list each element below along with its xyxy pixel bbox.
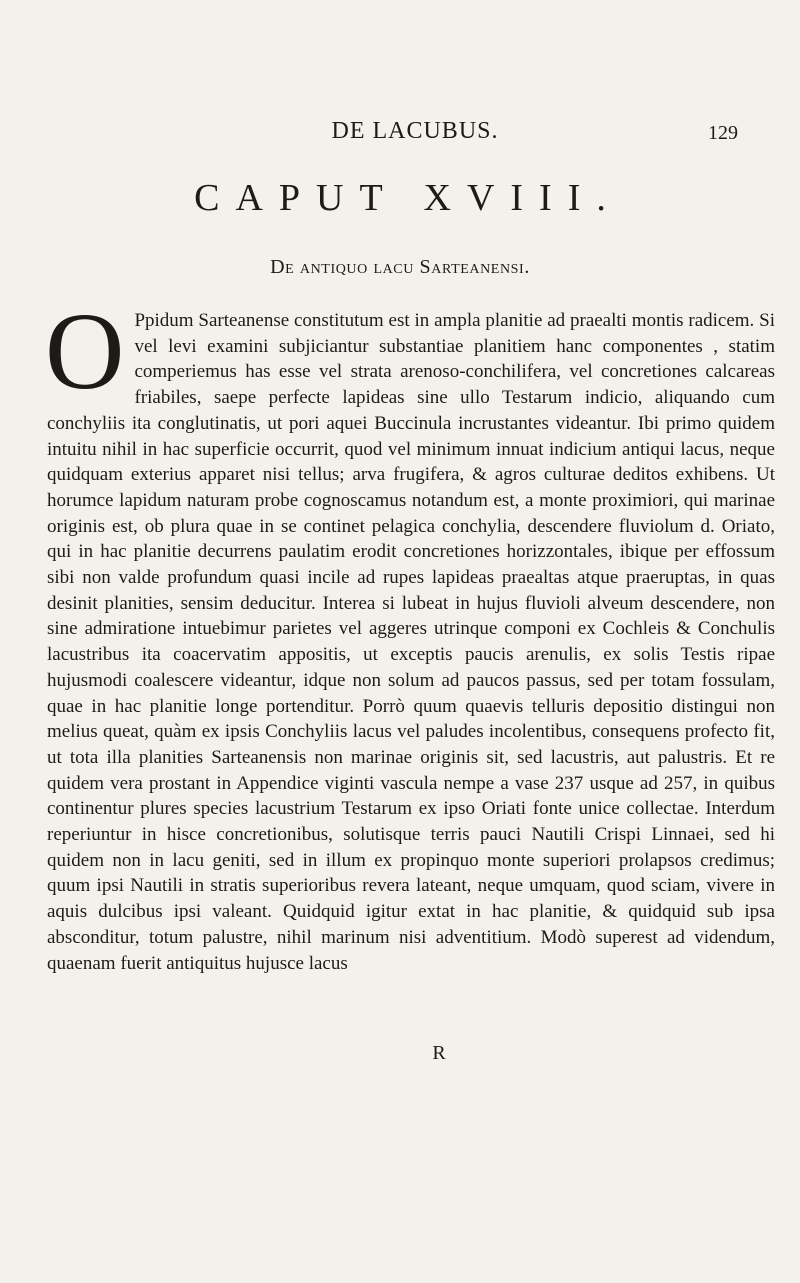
page-number: 129 xyxy=(708,122,738,144)
body-text xyxy=(45,290,775,976)
running-head xyxy=(0,118,800,148)
running-title: DE LACUBUS. xyxy=(331,118,499,144)
chapter-subtitle: De antiquo lacu Sarteanensi. xyxy=(270,256,530,278)
body-paragraph: Ppidum Sarteanense constitutum est in ampla planitie ad praealti montis radicem. Si vel levi examini subjiciantur substantiae planitiem hanc componentes , statim comperiemus has esse vel strata arenoso-conchilifera, vel concretiones calcareas friabiles, saepe perfecte lapideas sine ullo Testarum indicio, aliquando cum conchyliis ita conglutinatis, ut pori aquei Buccinula incrustantes videantur. Ibi primo quidem intuitu nihil in hac superficie occurrit, quod vel minimum innuat indicium antiqui lacus, neque quidquam exterius apparet nisi tellus; arva frugifera, & agros culturae deditos exhibens. Ut horumce lapidum naturam probe cognoscamus notandum est, a monte proximiori, qui marinae originis est, ob plura quae in se continet pelagica conchylia, descendere fluviolum d. Oriato, qui in hac planitie decurrens paulatim erodit concretiones horizzontales, ibique per effossum sibi non valde profundum quasi incile ad rupes lapideas praealtas atque praeruptas, in quas desinit planities, sensim deducitur. Interea si lubeat in hujus fluvioli alveum descendere, non sine admiratione intuebimur parietes vel aggeres utrinque componi ex Cochleis & Conchulis lacustribus ita coacervatim appositis, ut exceptis paucis arenulis, ex solis Testis ripae hujusmodi coalescere videantur, idque non solum ad paucos passus, sed per totam fossulam, quae in hac planitie longe portenditur. Porrò quum quaevis telluris depositio distingui non melius queat, quàm ex ipsis Conchyliis lacus vel paludes incolentibus, consequens profecto fit, ut tota illa planities Sarteanensis non marinae originis sit, sed lacustris, aut palustris. Et re quidem vera prostant in Appendice viginti vascula nempe a vase 237 usque ad 257, in quibus continentur plures species lacustrium Testarum ex ipso Oriati fonte unice collectae. Interdum reperiuntur in hisce concretionibus, solutisque terris pauci Nautili Crispi Linnaei, sed hi quidem non in lacu geniti, sed in illum ex propinquo monte superiori prolapsos credimus; quum ipsi Nautili in stratis superioribus revera lateant, neque umquam, quod sciam, vivere in aquis dulcibus ipsi valeant. Quidquid igitur extat in hac planitie, & quidquid sub ipsa absconditur, totum palustre, nihil marinum nisi adventitium. Modò superest ad videndum, quaenam fuerit antiquitus hujusce lacus xyxy=(47,310,775,974)
chapter-title: CAPUT XVIII. xyxy=(194,177,622,219)
drop-cap-initial: O xyxy=(45,290,125,412)
signature-mark: R xyxy=(432,1042,446,1064)
